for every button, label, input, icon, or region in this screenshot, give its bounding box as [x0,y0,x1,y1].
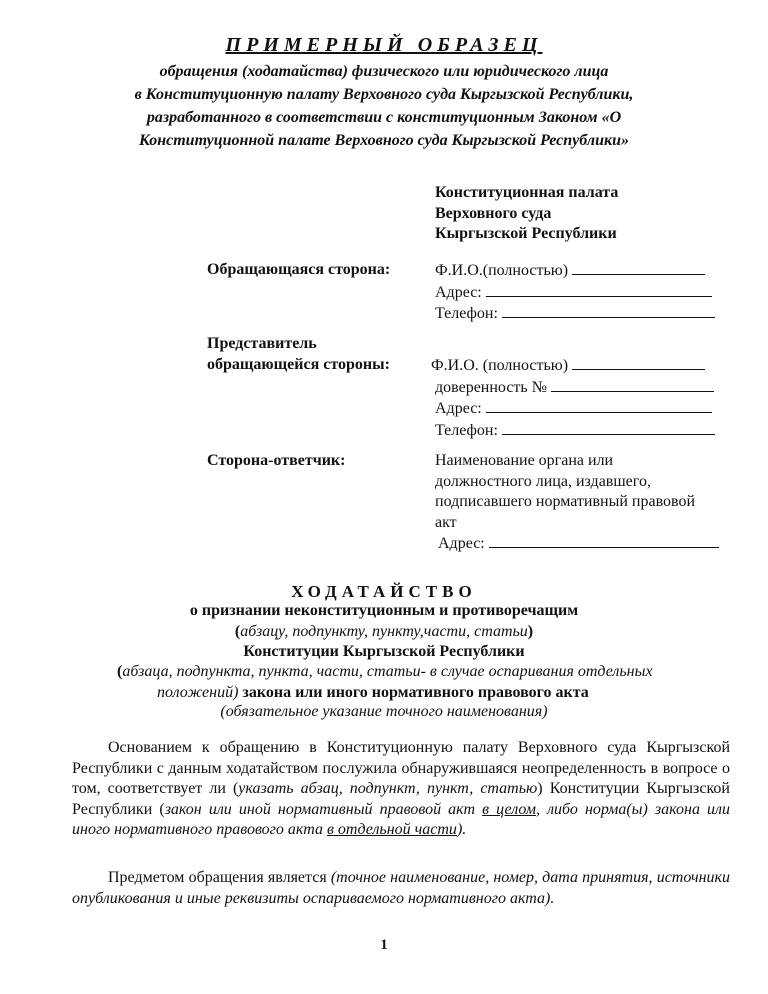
field-label: доверенность № [435,378,547,396]
fill-line [486,282,712,297]
fill-line [502,420,715,435]
page-number: 1 [380,937,388,953]
petition-line [117,683,737,704]
text-run: Основанием к обращению в Конституционную палату Верховного суда Кыргызской Республики с данным ходатайством послужила обнаружившаяся неопределенность в вопросе о том, соответствует ли ( [72,739,730,797]
field-label: Адрес: [438,535,485,552]
representative-fio-field[interactable] [431,355,736,377]
applicant-address-field[interactable] [435,282,735,304]
text-run-italic: указать абзац, подпункт, пункт, статью [238,780,538,797]
subtitle-line: обращения (ходатайства) физического или юридического лица [159,63,609,80]
document-title: ПРИМЕРНЫЙ ОБРАЗЕЦ [225,34,543,56]
petition-line [117,662,737,683]
respondent-line: Наименование органа или [435,452,614,469]
petition-line-bold: закона или иного нормативного правового акта [238,683,589,701]
field-label: Адрес: [435,283,482,301]
text-run-underlined: в отдельной части [326,821,457,838]
paren: ( [234,622,241,640]
petition-line [0,622,768,643]
field-label: Адрес: [435,400,482,417]
paren: ) [527,622,534,640]
applicant-fields [435,260,735,325]
respondent-line: подписавшего нормативный правовой [435,493,696,510]
addressee-line: Кыргызской Республики [435,225,617,242]
text-run: ) Конституции Кыргызской Республики ( [72,780,730,818]
field-label: Ф.И.О.(полностью) [435,262,569,279]
petition-title-block [0,601,768,663]
addressee-line: Верховного суда [435,204,552,222]
petition-note: (обязательное указание точного наименования) [220,703,548,720]
fill-line [489,533,719,548]
field-label: Телефон: [435,305,498,322]
fill-line [502,303,715,318]
addressee-line: Конституционная палата [435,184,619,201]
representative-fields [431,355,736,441]
respondent-line: акт [435,513,457,531]
petition-line: Конституции Кыргызской Республики [243,643,525,660]
petition-line: о признании неконституционным и противоречащим [189,602,579,619]
body-paragraph-2 [72,868,730,909]
document-subtitle [0,60,768,152]
respondent-label: Сторона-ответчик: [207,452,346,469]
subtitle-line: разработанного в соответствии с конституционным Законом «О [146,109,622,126]
text-run-italic: ). [456,821,467,838]
representative-label-line: Представитель [207,335,317,352]
text-run: Предметом обращения является [108,869,331,886]
representative-phone-field[interactable] [431,420,736,442]
respondent-address-field[interactable] [435,533,740,555]
representative-address-field[interactable] [431,398,736,420]
text-run-italic: закон или иной нормативный правовой акт [164,800,483,818]
body-paragraph-1 [72,738,730,841]
fill-line [572,355,705,370]
field-label: Ф.И.О. (полностью) [431,357,569,374]
fill-line [486,398,712,413]
applicant-label: Обращающаяся сторона: [207,261,391,278]
representative-label [207,334,390,375]
text-run-underlined: в целом [482,800,536,818]
respondent-fields [435,451,740,555]
petition-heading: ХОДАТАЙСТВО [291,582,477,601]
fill-line [551,377,714,392]
subtitle-line: Конституционной палате Верховного суда Кыргызской Республики» [139,132,629,149]
respondent-line: должностного лица, издавшего, [435,472,651,490]
addressee-block [435,183,618,245]
representative-poa-field[interactable] [431,377,736,399]
petition-line-italic: абзаца, подпункта, пункта, части, статьи- в случае оспаривания отдельных [122,663,653,680]
petition-line-italic: абзацу, подпункту, пункту,части, статьи [240,622,528,640]
paren: ( [117,663,123,680]
text-run-italic: , либо норма(ы) закона или иного нормативного правового акта [72,800,731,838]
text-run-italic: (точное наименование, номер, дата принятия, источники опубликования и иные реквизиты оспариваемого нормативного акта). [72,869,730,907]
applicant-phone-field[interactable] [435,303,735,325]
field-label: Телефон: [435,421,498,439]
petition-line-italic: положений) [157,683,239,701]
petition-subtitle-block [117,662,737,703]
subtitle-line: в Конституционную палату Верховного суда Кыргызской Республики, [134,86,634,103]
applicant-fio-field[interactable] [435,260,735,282]
representative-label-line: обращающейся стороны: [207,355,390,373]
fill-line [572,260,705,275]
